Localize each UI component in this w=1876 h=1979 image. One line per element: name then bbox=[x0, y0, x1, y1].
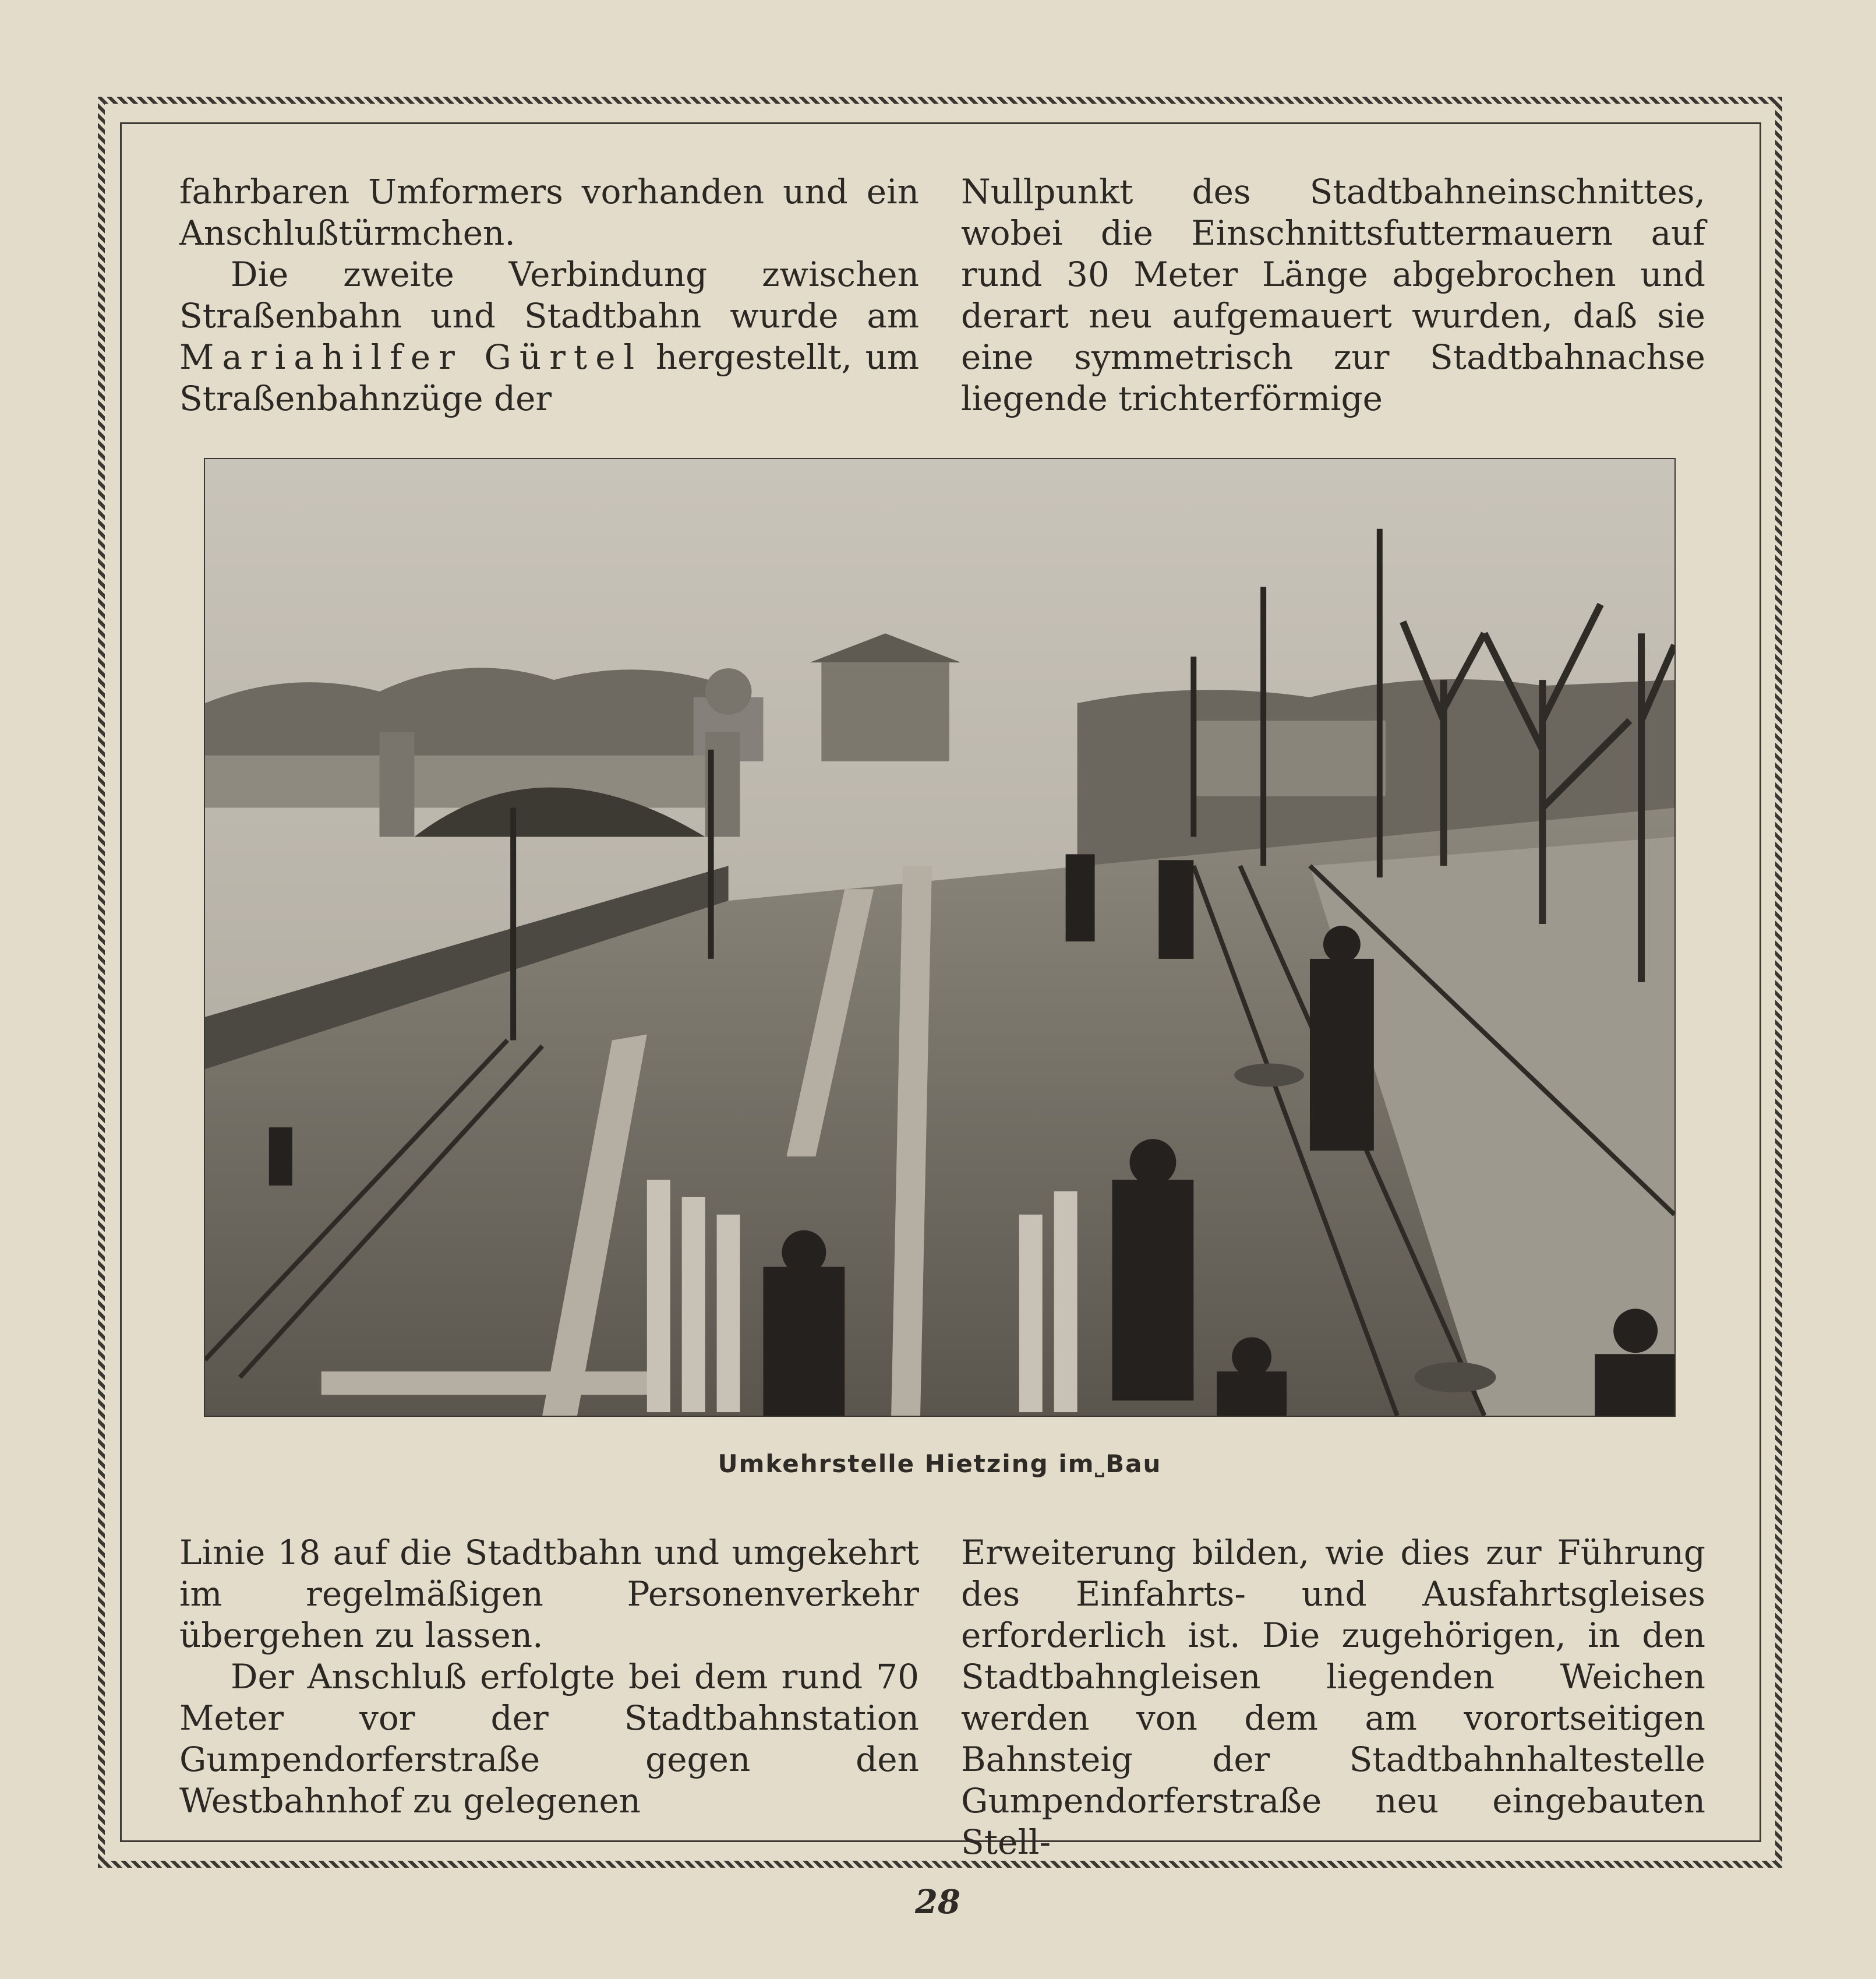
paragraph: Der Anschluß erfolgte bei dem rund 70 Meter vor der Stadtbahnstation Gumpendorferstraße gegen den Westbahnhof zu gelegenen bbox=[179, 1657, 919, 1821]
page-number: 28 bbox=[915, 1883, 960, 1921]
construction-photo bbox=[204, 458, 1676, 1417]
paragraph: fahrbaren Umformers vorhanden und ein Anschlußtürmchen. bbox=[179, 172, 919, 253]
place-name-spaced: Mariahilfer Gürtel bbox=[179, 337, 643, 377]
paragraph-text: Die zweite Verbindung zwischen Straßenbahn und Stadtbahn wurde am bbox=[179, 255, 919, 336]
text-column-top-left bbox=[179, 171, 919, 419]
paragraph bbox=[179, 254, 919, 419]
paragraph: Erweiterung bilden, wie dies zur Führung des Einfahrts- und Ausfahrtsgleises erforderlich ist. Die zugehörigen, in den Stadtbahngleisen liegenden Weichen werden von dem am vorortseitigen Bahnsteig der Stadtbahnhaltestelle Gumpendorferstraße neu eingebauten Stell- bbox=[961, 1533, 1705, 1862]
photo-caption: Umkehrstelle Hietzing im˽Bau bbox=[718, 1449, 1162, 1478]
paragraph: Nullpunkt des Stadtbahneinschnittes, wobei die Einschnittsfuttermauern auf rund 30 Meter Länge abgebrochen und derart neu aufgemauert wurden, daß sie eine symmetrisch zur Stadtbahnachse liegende trichterförmige bbox=[961, 172, 1705, 418]
text-column-bottom-left bbox=[179, 1532, 919, 1822]
paragraph: Linie 18 auf die Stadtbahn und umgekehrt im regelmäßigen Personenverkehr übergehen zu lassen. bbox=[179, 1533, 919, 1655]
text-column-top-right bbox=[961, 171, 1705, 419]
photo-image bbox=[205, 459, 1674, 1416]
text-column-bottom-right bbox=[961, 1532, 1705, 1863]
paragraph-text: hergestellt, um Straßenbahnzüge der bbox=[179, 337, 919, 418]
